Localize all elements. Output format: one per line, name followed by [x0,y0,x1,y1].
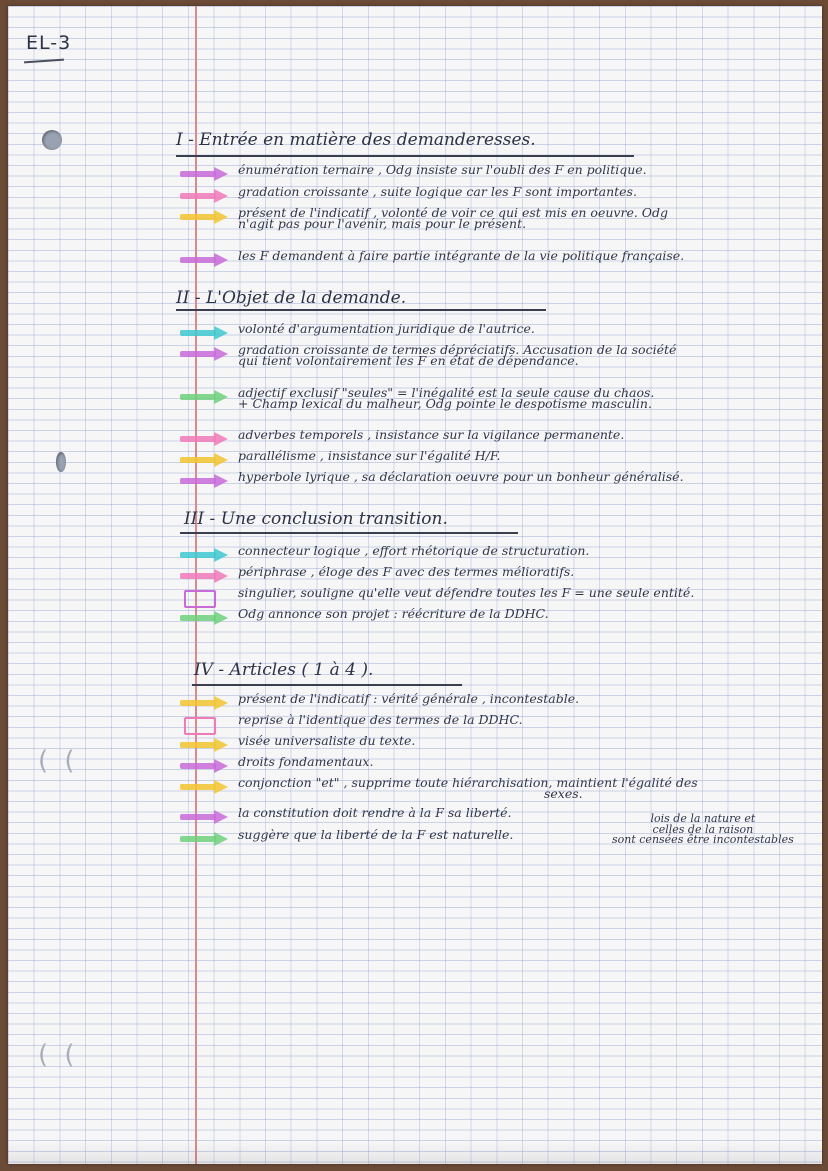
section-title: III - Une conclusion transition. [184,509,448,529]
item-text: suggère que la liberté de la F est naturelle. [238,827,514,842]
item-text: Odg annonce son projet : réécriture de la DDHC. [238,606,549,621]
list-item [180,385,655,411]
box-marker-icon [180,721,230,727]
item-text: adjectif exclusif "seules" = l'inégalité est la seule cause du chaos. + Champ lexical du malheur, Odg pointe le despotisme masculin. [238,385,655,411]
item-text: les F demandent à faire partie intégrante de la vie politique française. [238,248,685,263]
item-text: périphrase , éloge des F avec des termes mélioratifs. [238,564,575,579]
box-marker-icon [180,594,230,600]
list-item [180,691,580,706]
arrow-marker-icon [180,836,230,842]
item-text: visée universaliste du texte. [238,733,416,748]
binder-ring-mark: ( ( [38,1040,79,1070]
page-shadow [8,1142,822,1164]
side-note: lois de la nature et celles de la raison sont censées être incontestables [612,812,794,847]
item-text: volonté d'argumentation juridique de l'autrice. [238,321,535,336]
arrow-marker-icon [180,700,230,706]
arrow-marker-icon [180,214,230,220]
item-text: connecteur logique , effort rhétorique de structuration. [238,543,590,558]
arrow-marker-icon [180,351,230,357]
section-title-rule [176,155,634,157]
list-item [180,205,669,231]
sheet-code-underline [24,59,64,64]
section-title: I - Entrée en matière des demanderesses. [176,130,536,150]
item-text: adverbes temporels , insistance sur la vigilance permanente. [238,427,625,442]
section-title: II - L'Objet de la demande. [176,288,407,308]
list-item [180,827,514,842]
item-text: droits fondamentaux. [238,754,374,769]
list-item [180,162,647,177]
item-text: gradation croissante , suite logique car les F sont importantes. [238,184,637,199]
list-item [180,448,501,463]
list-item [180,606,549,621]
list-item [180,754,374,769]
item-text: hyperbole lyrique , sa déclaration oeuvre pour un bonheur généralisé. [238,469,684,484]
item-text: la constitution doit rendre à la F sa liberté. [238,805,512,820]
list-item [180,585,695,600]
arrow-marker-icon [180,814,230,820]
list-item [180,543,590,558]
arrow-marker-icon [180,763,230,769]
item-text: conjonction "et" , supprime toute hiérarchisation, maintient l'égalité des sexes. [238,775,698,801]
item-text: présent de l'indicatif , volonté de voir ce qui est mis en oeuvre. Odg n'agit pas pour l'avenir, mais pour le présent. [238,205,669,231]
item-text: reprise à l'identique des termes de la DDHC. [238,712,523,727]
list-item [180,184,637,199]
list-item [180,775,698,801]
list-item [180,733,416,748]
arrow-marker-icon [180,784,230,790]
binder-hole [42,130,62,150]
item-text: parallélisme , insistance sur l'égalité H/F. [238,448,501,463]
sheet-code: EL-3 [26,32,72,54]
list-item [180,469,684,484]
arrow-marker-icon [180,330,230,336]
notebook-page [8,6,822,1164]
item-text: énumération ternaire , Odg insiste sur l'oubli des F en politique. [238,162,647,177]
section-title-rule [176,309,546,311]
section-title: IV - Articles ( 1 à 4 ). [194,660,374,680]
list-item [180,805,512,820]
list-item [180,712,523,727]
arrow-marker-icon [180,552,230,558]
list-item [180,321,535,336]
section-title-rule [180,532,518,534]
arrow-marker-icon [180,457,230,463]
section-title-rule [192,684,462,686]
item-text: singulier, souligne qu'elle veut défendre toutes les F = une seule entité. [238,585,695,600]
arrow-marker-icon [180,436,230,442]
arrow-marker-icon [180,478,230,484]
arrow-marker-icon [180,193,230,199]
arrow-marker-icon [180,615,230,621]
item-text: gradation croissante de termes dépréciatifs. Accusation de la société qui tient volontairement les F en état de dépendance. [238,342,677,368]
arrow-marker-icon [180,742,230,748]
list-item [180,427,625,442]
arrow-marker-icon [180,257,230,263]
binder-hole [56,452,66,472]
item-text: présent de l'indicatif : vérité générale , incontestable. [238,691,580,706]
margin-line [195,6,197,1164]
binder-ring-mark: ( ( [38,746,79,776]
list-item [180,564,575,579]
arrow-marker-icon [180,171,230,177]
list-item [180,342,677,368]
arrow-marker-icon [180,573,230,579]
arrow-marker-icon [180,394,230,400]
list-item [180,248,685,263]
